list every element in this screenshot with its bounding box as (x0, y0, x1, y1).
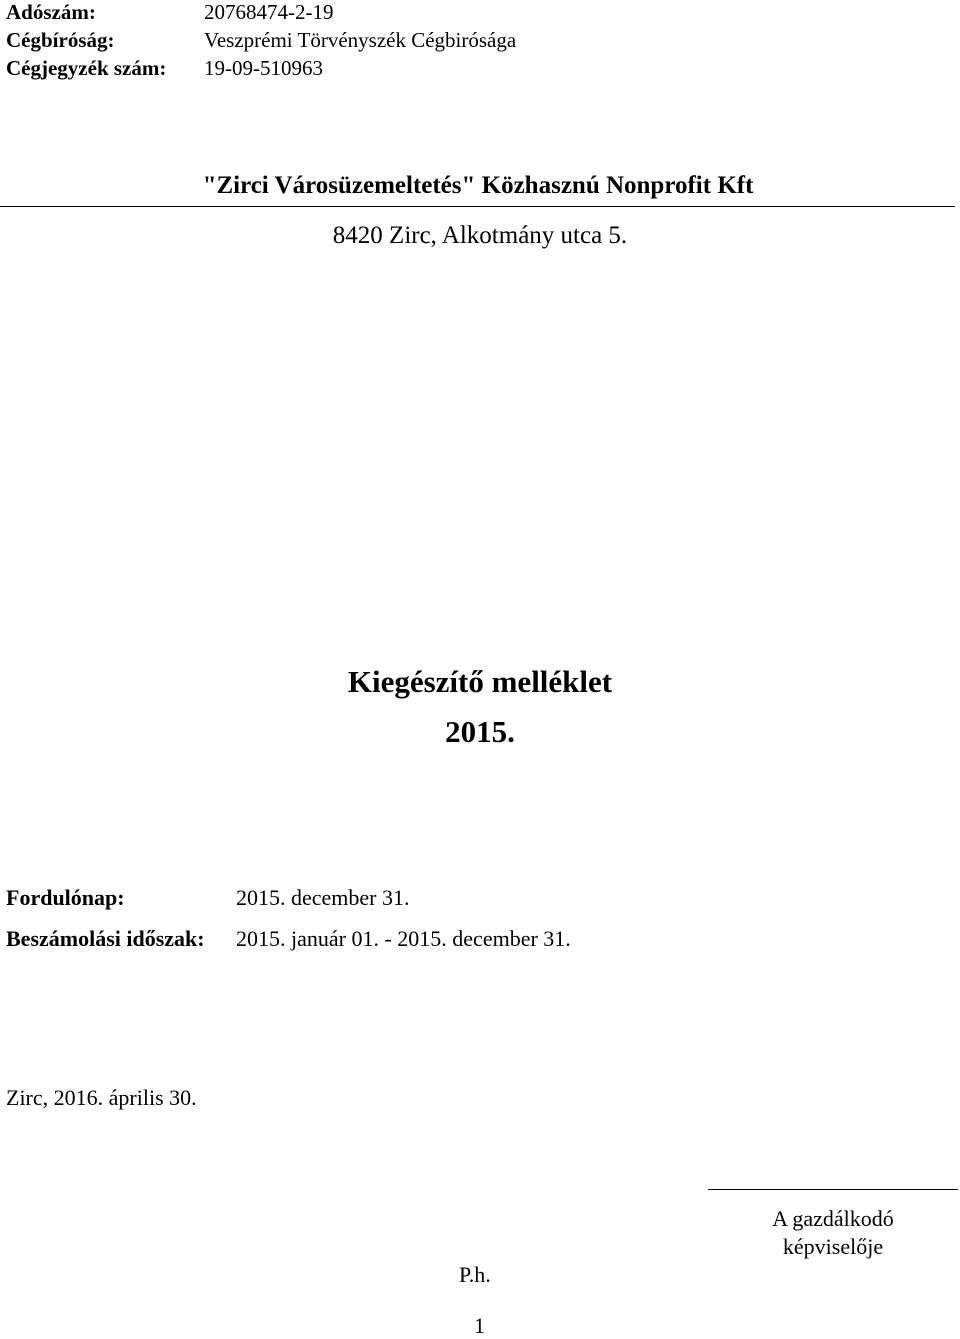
company-name (0, 172, 960, 200)
company-divider (0, 206, 955, 207)
signature-caption (708, 1205, 958, 1261)
closing-date-label: Fordulónap: (6, 885, 125, 910)
registry-value: 19-09-510963 (204, 56, 323, 80)
closing-date-value: 2015. december 31. (236, 885, 410, 910)
page-number: 1 (474, 1313, 485, 1338)
company-address: 8420 Zirc, Alkotmány utca 5. (332, 222, 628, 249)
stamp-placeholder: P.h. (459, 1262, 491, 1287)
document-year: 2015. (445, 714, 515, 749)
tax-number-label: Adószám: (6, 0, 96, 24)
court-value: Veszprémi Törvényszék Cégbirósága (204, 28, 517, 52)
reporting-period-value: 2015. január 01. - 2015. december 31. (236, 926, 571, 951)
company-name-text: "Zirci Városüzemeltetés" Közhasznú Nonprofit Kft (202, 172, 754, 199)
registry-label: Cégjegyzék szám: (6, 56, 167, 80)
signature-caption-line1: A gazdálkodó (772, 1206, 894, 1231)
court-label: Cégbíróság: (6, 28, 115, 52)
place-date: Zirc, 2016. április 30. (6, 1085, 197, 1110)
document-title: Kiegészítő melléklet (347, 664, 613, 699)
signature-line (708, 1189, 958, 1190)
tax-number-value: 20768474-2-19 (204, 0, 334, 24)
reporting-period-label: Beszámolási időszak: (6, 926, 205, 951)
signature-caption-line2: képviselője (782, 1234, 884, 1259)
